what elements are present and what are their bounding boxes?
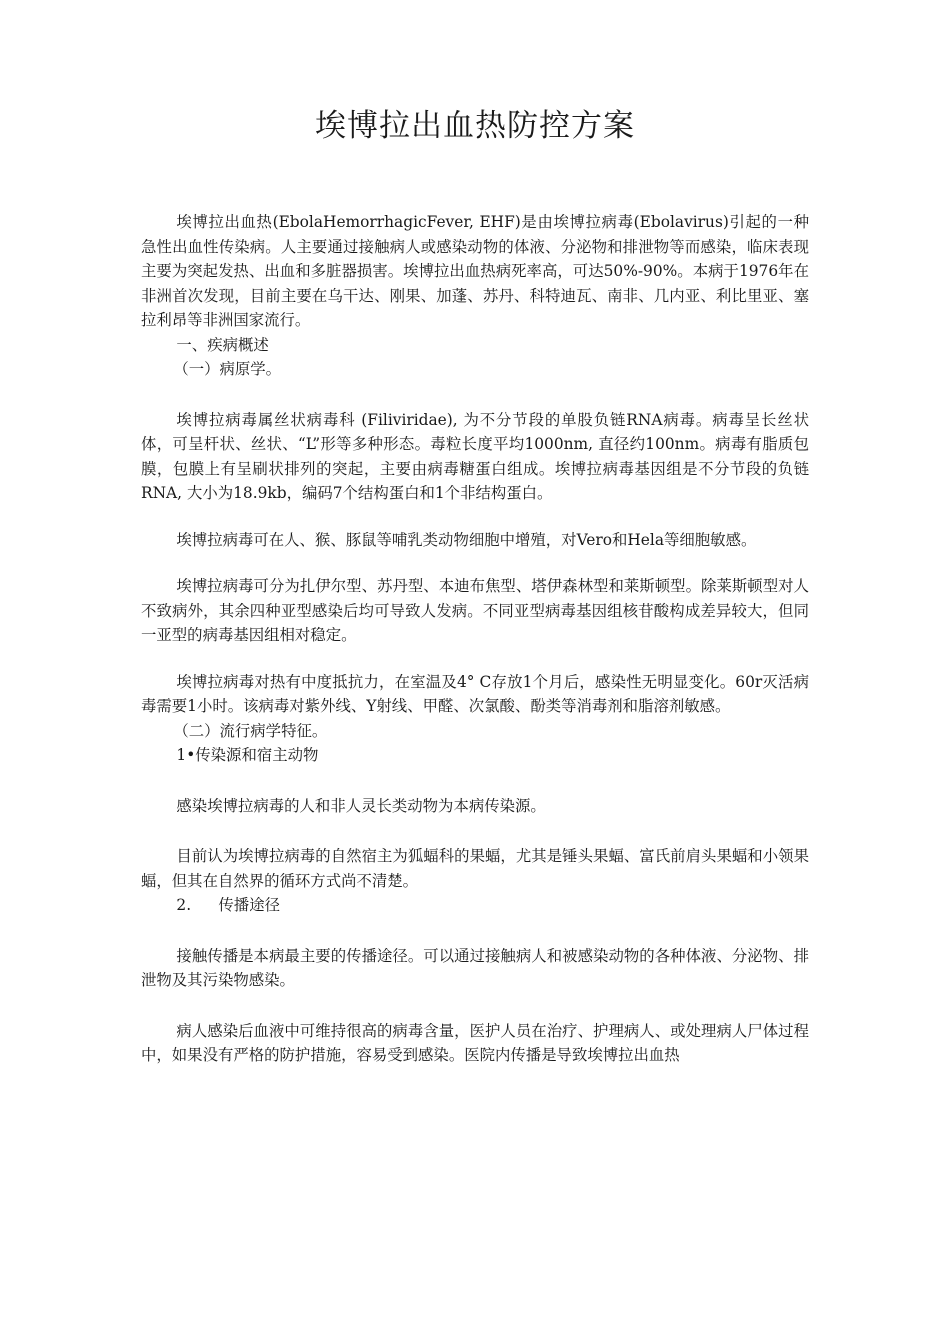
item-heading-infection-source: 1•传染源和宿主动物 xyxy=(176,746,319,764)
route-paragraph-2: 病人感染后血液中可维持很高的病毒含量，医护人员在治疗、护理病人、或处理病人尸体过程中，如果没有严格的防护措施，容易受到感染。医院内传播是导致埃博拉出血热 xyxy=(141,1021,809,1064)
source-paragraph-1: 感染埃博拉病毒的人和非人灵长类动物为本病传染源。 xyxy=(176,796,546,815)
etiology-paragraph-4: 埃博拉病毒对热有中度抵抗力，在室温及4° C存放1个月后，感染性无明显变化。60r灭活病毒需要1小时。该病毒对紫外线、Y射线、甲醛、次氯酸、酚类等消毒剂和脂溶剂敏感。 xyxy=(141,672,809,715)
source-paragraph-2: 目前认为埃博拉病毒的自然宿主为狐蝠科的果蝠，尤其是锤头果蝠、富氏前肩头果蝠和小领果蝠，但其在自然界的循环方式尚不清楚。 xyxy=(141,847,809,890)
document-title: 埃博拉出血热防控方案 xyxy=(315,108,635,144)
item-label: 传播途径 xyxy=(218,896,280,914)
etiology-paragraph-1: 埃博拉病毒属丝状病毒科 (Filiviridae), 为不分节段的单股负链RNA病毒。病毒呈长丝状体，可呈杆状、丝状、“L”形等多种形态。毒粒长度平均1000nm, 直径约100nm。病毒有脂质包膜，包膜上有呈刷状排列的突起，主要由病毒糖蛋白组成。埃博拉病毒基因组是不分节段的负链RNA, 大小为18.9kb，编码7个结构蛋白和1个非结构蛋白。 xyxy=(141,410,809,502)
section-heading-disease-overview: 一、疾病概述 xyxy=(176,335,269,354)
subsection-heading-etiology: （一）病原学。 xyxy=(173,360,282,378)
document-body xyxy=(141,210,809,1068)
item-heading-transmission-route xyxy=(141,893,809,918)
item-number: 2. xyxy=(176,896,192,914)
intro-paragraph: 埃博拉出血热(EbolaHemorrhagicFever, EHF)是由埃博拉病毒(Ebolavirus)引起的一种急性出血性传染病。人主要通过接触病人或感染动物的体液、分泌物和排泄物等而感染，临床表现主要为突起发热、出血和多脏器损害。埃博拉出血热病死率高，可达50%-90%。本病于1976年在非洲首次发现，目前主要在乌干达、刚果、加蓬、苏丹、科特迪瓦、南非、几内亚、利比里亚、塞拉利昂等非洲国家流行。 xyxy=(141,213,809,329)
route-paragraph-1: 接触传播是本病最主要的传播途径。可以通过接触病人和被感染动物的各种体液、分泌物、排泄物及其污染物感染。 xyxy=(141,946,809,989)
etiology-paragraph-3: 埃博拉病毒可分为扎伊尔型、苏丹型、本迪布焦型、塔伊森林型和莱斯顿型。除莱斯顿型对人不致病外，其余四种亚型感染后均可导致人发病。不同亚型病毒基因组核苷酸构成差异较大，但同一亚型的病毒基因组相对稳定。 xyxy=(141,577,809,644)
etiology-paragraph-2: 埃博拉病毒可在人、猴、豚鼠等哺乳类动物细胞中增殖，对Vero和Hela等细胞敏感。 xyxy=(176,530,757,549)
subsection-heading-epidemiology: （二）流行病学特征。 xyxy=(173,721,328,740)
